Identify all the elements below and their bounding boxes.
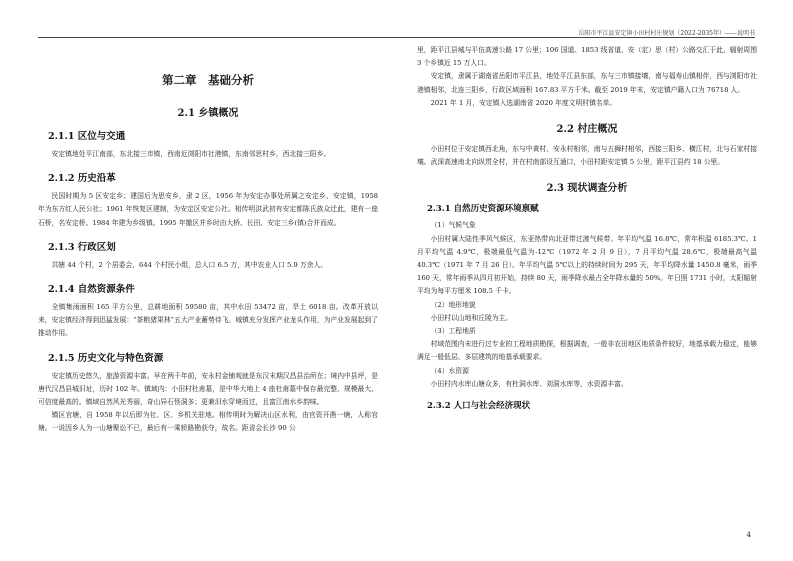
water-paragraph: 小田村内水库山塘众多，有杜洞水库、刘洞水库等，水资源丰富。 <box>430 379 628 388</box>
chapter-title: 第二章 基础分析 <box>162 73 254 87</box>
section-2-1-3-paragraph: 共辖 44 个村，2 个居委会，644 个村民小组，总人口 6.5 万，其中农业人口 5.9 万余人。 <box>51 260 328 269</box>
section-2-1-1-title: 2.1.1 区位与交通 <box>48 131 126 142</box>
right-column <box>417 44 757 416</box>
section-2-3-title: 2.3 现状调查分析 <box>546 183 628 195</box>
climate-paragraph: 小田村属大陆性季风气候区，东亚热带向北亚带过渡气候带。年平均气温 16.8℃，常年积温 6185.3℃。1 月平均气温 4.9℃，极端最低气温为-12℃（1972 年 2 月 9 日），7 月平均气温 28.6℃，极端最高气温 40.3℃（1971 年 7 月 26 日）。年平均气温 5℃以上的持续时间为 295 天，年平均降水量 1450.8 毫米，雨季 160 天，常年雨季从四月初开始，持续 80 天，雨季降水最占全年降水量的 50%。年日照 1731 小时，太阳辐射平均为每平方厘米 108.5 千卡。 <box>417 234 757 296</box>
area-paragraph: 安定镇，隶属于湖南省岳阳市平江县，地处平江县东部，东与三市镇接壤，南与福寿山镇相伴，西与浏阳市社港镇相邻，北连三阳乡，行政区域面积 167.83 平方千米。截至 2019 年末，安定镇户籍人口为 76718 人。 <box>417 72 757 94</box>
section-2-3-2-title: 2.3.2 人口与社会经济现状 <box>427 401 531 412</box>
section-2-1-5-paragraph-1: 安定镇历史悠久，旅游资源丰富。早在两千年前，安永村金铺观就是东汉末期汉昌县治所在；境内中县坪，是唐代汉昌县城旧址，历时 102 年。镇域内：小田村杜甫墓，是中华大地上 4 座杜甫墓中保存最完整、规模最大、可信度最高的。镇域自然风光秀丽，奇山异石怪洞多；更兼汨水穿境而过，且富江南水乡韵味。 <box>38 371 378 407</box>
section-2-3-1-title: 2.3.1 自然历史资源环境禀赋 <box>427 204 539 215</box>
geology-paragraph: 村域范围内未进行过专业的工程地质勘探，根据调查，一般非农田地区地质条件较好，地基承载力稳定，能够满足一般低层、多层建筑的地基承载要求。 <box>417 340 757 362</box>
section-2-1-4-title: 2.1.4 自然资源条件 <box>48 284 135 296</box>
left-column <box>38 44 378 436</box>
header-rule <box>38 37 755 38</box>
section-2-1-3-title: 2.1.3 行政区划 <box>48 241 116 253</box>
page-number: 4 <box>746 531 751 539</box>
terrain-label: （2）地形地貌 <box>430 300 476 309</box>
section-2-1-2-title: 2.1.2 历史沿革 <box>48 173 116 185</box>
honor-paragraph: 2021 年 1 月，安定镇入选湖南省 2020 年度文明村镇名单。 <box>430 98 617 107</box>
section-2-1-4-paragraph: 全镇集雨面积 165 平方公里，总耕地面积 59580 亩，其中水田 53472 亩，旱土 6018 亩。改革开放以来，安定镇经济得到迅猛发展：“茶粮猪果林”五大产业蓄势待飞。城镇充分发挥产业龙头作用，为产业发展起到了推动作用。 <box>38 303 378 338</box>
section-2-1-2-paragraph: 民国时期为 5 区安定乡；建国后为思安乡，隶 2 区，1956 年为安定办事处所属之安定乡、安定镇，1958 年为东方红人民公社；1961 年恢复区建制，为安定区安定公社。相传明洪武初有安定都陈氏族众迁此，建有一座石桥，名安定桥。1984 年建为乡级镇。1995 年撤区并乡时由大桥、长田、安定三乡(镇)合并而成。 <box>38 192 378 227</box>
section-2-1-title: 2.1 乡镇概况 <box>177 108 239 119</box>
continued-paragraph: 里，距平江县城与平伍高速公路 17 公里；106 国道、1853 线省道、安（定）思（村）公路交汇于此，辐射周围 3 个乡镇近 15 万人口。 <box>417 46 757 68</box>
terrain-paragraph: 小田村以山地和丘陵为主。 <box>430 313 513 322</box>
section-2-1-5-paragraph-2: 镇区官塘，自 1958 年以后即为社、区、乡机关驻地。相传明时为解决山区水利，由官资开凿一塘，人称官塘。一说因乡人为一山塘聚讼不已，最后有一乘轿路勘获夺，故名。距省会长沙 90 公 <box>38 411 378 433</box>
water-label: （4）水资源 <box>430 366 469 375</box>
section-2-1-1-paragraph: 安定镇地处平江南部，东北接三市镇，西南近浏阳市社港镇，东南邻思村乡，西北接三阳乡。 <box>51 150 331 158</box>
section-2-2-paragraph: 小田村位于安定镇西北角，东与中黄村、安永村相邻，南与五狮村相邻，西接三阳乡、横江村，北与石家村接壤。武深高速南北向纵贯全村，并在村南部设互通口，小田村距安定镇 5 公里，距平江县约 18 公里。 <box>417 145 757 167</box>
section-2-2-title: 2.2 村庄概况 <box>556 124 618 136</box>
climate-label: （1）气候气象 <box>430 221 476 230</box>
running-header: 岳阳市平江县安定镇小田村村庄规划（2022-2035年）——说明书 <box>578 30 755 37</box>
geology-label: （3）工程地质 <box>430 327 476 336</box>
section-2-1-5-title: 2.1.5 历史文化与特色资源 <box>48 352 164 364</box>
